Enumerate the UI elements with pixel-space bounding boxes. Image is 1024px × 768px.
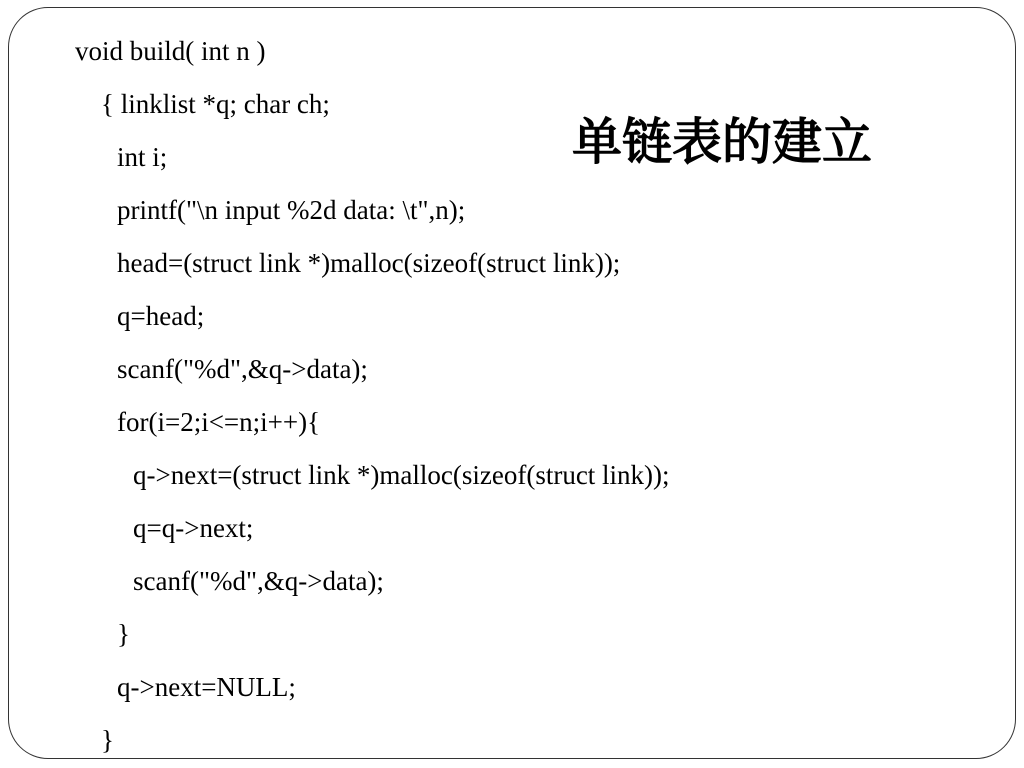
code-line-12: } <box>117 619 130 649</box>
code-line-10: q=q->next; <box>133 513 254 543</box>
code-line-14: } <box>101 725 114 755</box>
code-line-7: scanf("%d",&q->data); <box>117 354 368 384</box>
code-line-13: q->next=NULL; <box>117 672 296 702</box>
code-line-4: printf("\n input %2d data: \t",n); <box>117 195 466 225</box>
code-line-1: void build( int n ) <box>75 36 266 66</box>
code-line-11: scanf("%d",&q->data); <box>133 566 384 596</box>
code-line-2: { linklist *q; char ch; <box>101 89 330 119</box>
code-line-9: q->next=(struct link *)malloc(sizeof(struct link)); <box>133 460 670 490</box>
code-line-5: head=(struct link *)malloc(sizeof(struct link)); <box>117 248 621 278</box>
code-line-3: int i; <box>117 142 168 172</box>
slide-title: 单链表的建立 <box>572 113 872 171</box>
code-line-8: for(i=2;i<=n;i++){ <box>117 407 321 437</box>
code-line-6: q=head; <box>117 301 205 331</box>
